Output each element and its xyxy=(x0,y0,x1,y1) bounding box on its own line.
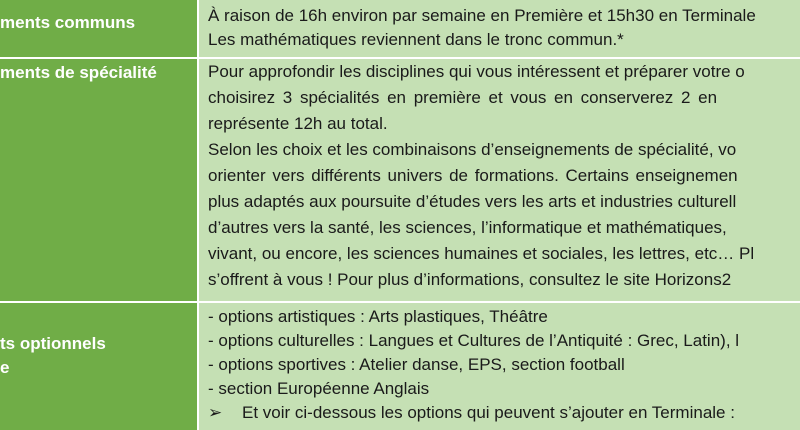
content-line: choisirez 3 spécialités en première et vous en conserverez 2 en xyxy=(208,88,718,107)
row-header-specialite xyxy=(0,58,198,302)
row-divider xyxy=(0,57,800,59)
bullet-item xyxy=(208,401,800,425)
arrow-bullet-icon: ➢ xyxy=(208,403,223,422)
content-line: - options culturelles : Langues et Cultures de l’Antiquité : Grec, Latin), l xyxy=(208,331,740,350)
content-line: vivant, ou encore, les sciences humaines et sociales, les lettres, etc… Pl xyxy=(208,244,755,263)
content-line: - options artistiques : Arts plastiques, Théâtre xyxy=(208,307,548,326)
row-content-communs xyxy=(198,0,800,58)
content-line: d’autres vers la santé, les sciences, l’informatique et mathématiques, xyxy=(208,218,727,237)
header-line: ments communs xyxy=(0,13,136,32)
column-divider xyxy=(197,0,199,430)
content-line: Les mathématiques reviennent dans le tronc commun.* xyxy=(208,30,624,49)
content-line: orienter vers différents univers de formations. Certains enseignemen xyxy=(208,166,738,185)
content-line: plus adaptés aux poursuite d’études vers les arts et industries culturell xyxy=(208,192,737,211)
row-header-communs xyxy=(0,0,198,58)
content-line: Pour approfondir les disciplines qui vous intéressent et préparer votre o xyxy=(208,62,745,81)
header-line: ts optionnels xyxy=(0,334,106,353)
bullet-text: Et voir ci-dessous les options qui peuvent s’ajouter en Terminale : xyxy=(242,403,735,422)
header-line: e xyxy=(0,358,10,377)
content-line: - section Européenne Anglais xyxy=(208,379,430,398)
content-line: - options sportives : Atelier danse, EPS, section football xyxy=(208,355,625,374)
content-line: Selon les choix et les combinaisons d’enseignements de spécialité, vo xyxy=(208,140,737,159)
row-content-specialite xyxy=(198,58,800,302)
header-line: ments de spécialité xyxy=(0,63,157,82)
row-content-optionnels xyxy=(198,302,800,430)
row-header-optionnels xyxy=(0,302,198,430)
content-line: À raison de 16h environ par semaine en Première et 15h30 en Terminale xyxy=(208,6,756,25)
content-line: représente 12h au total. xyxy=(208,114,388,133)
content-line: s’offrent à vous ! Pour plus d’informations, consultez le site Horizons2 xyxy=(208,270,732,289)
row-divider xyxy=(0,301,800,303)
